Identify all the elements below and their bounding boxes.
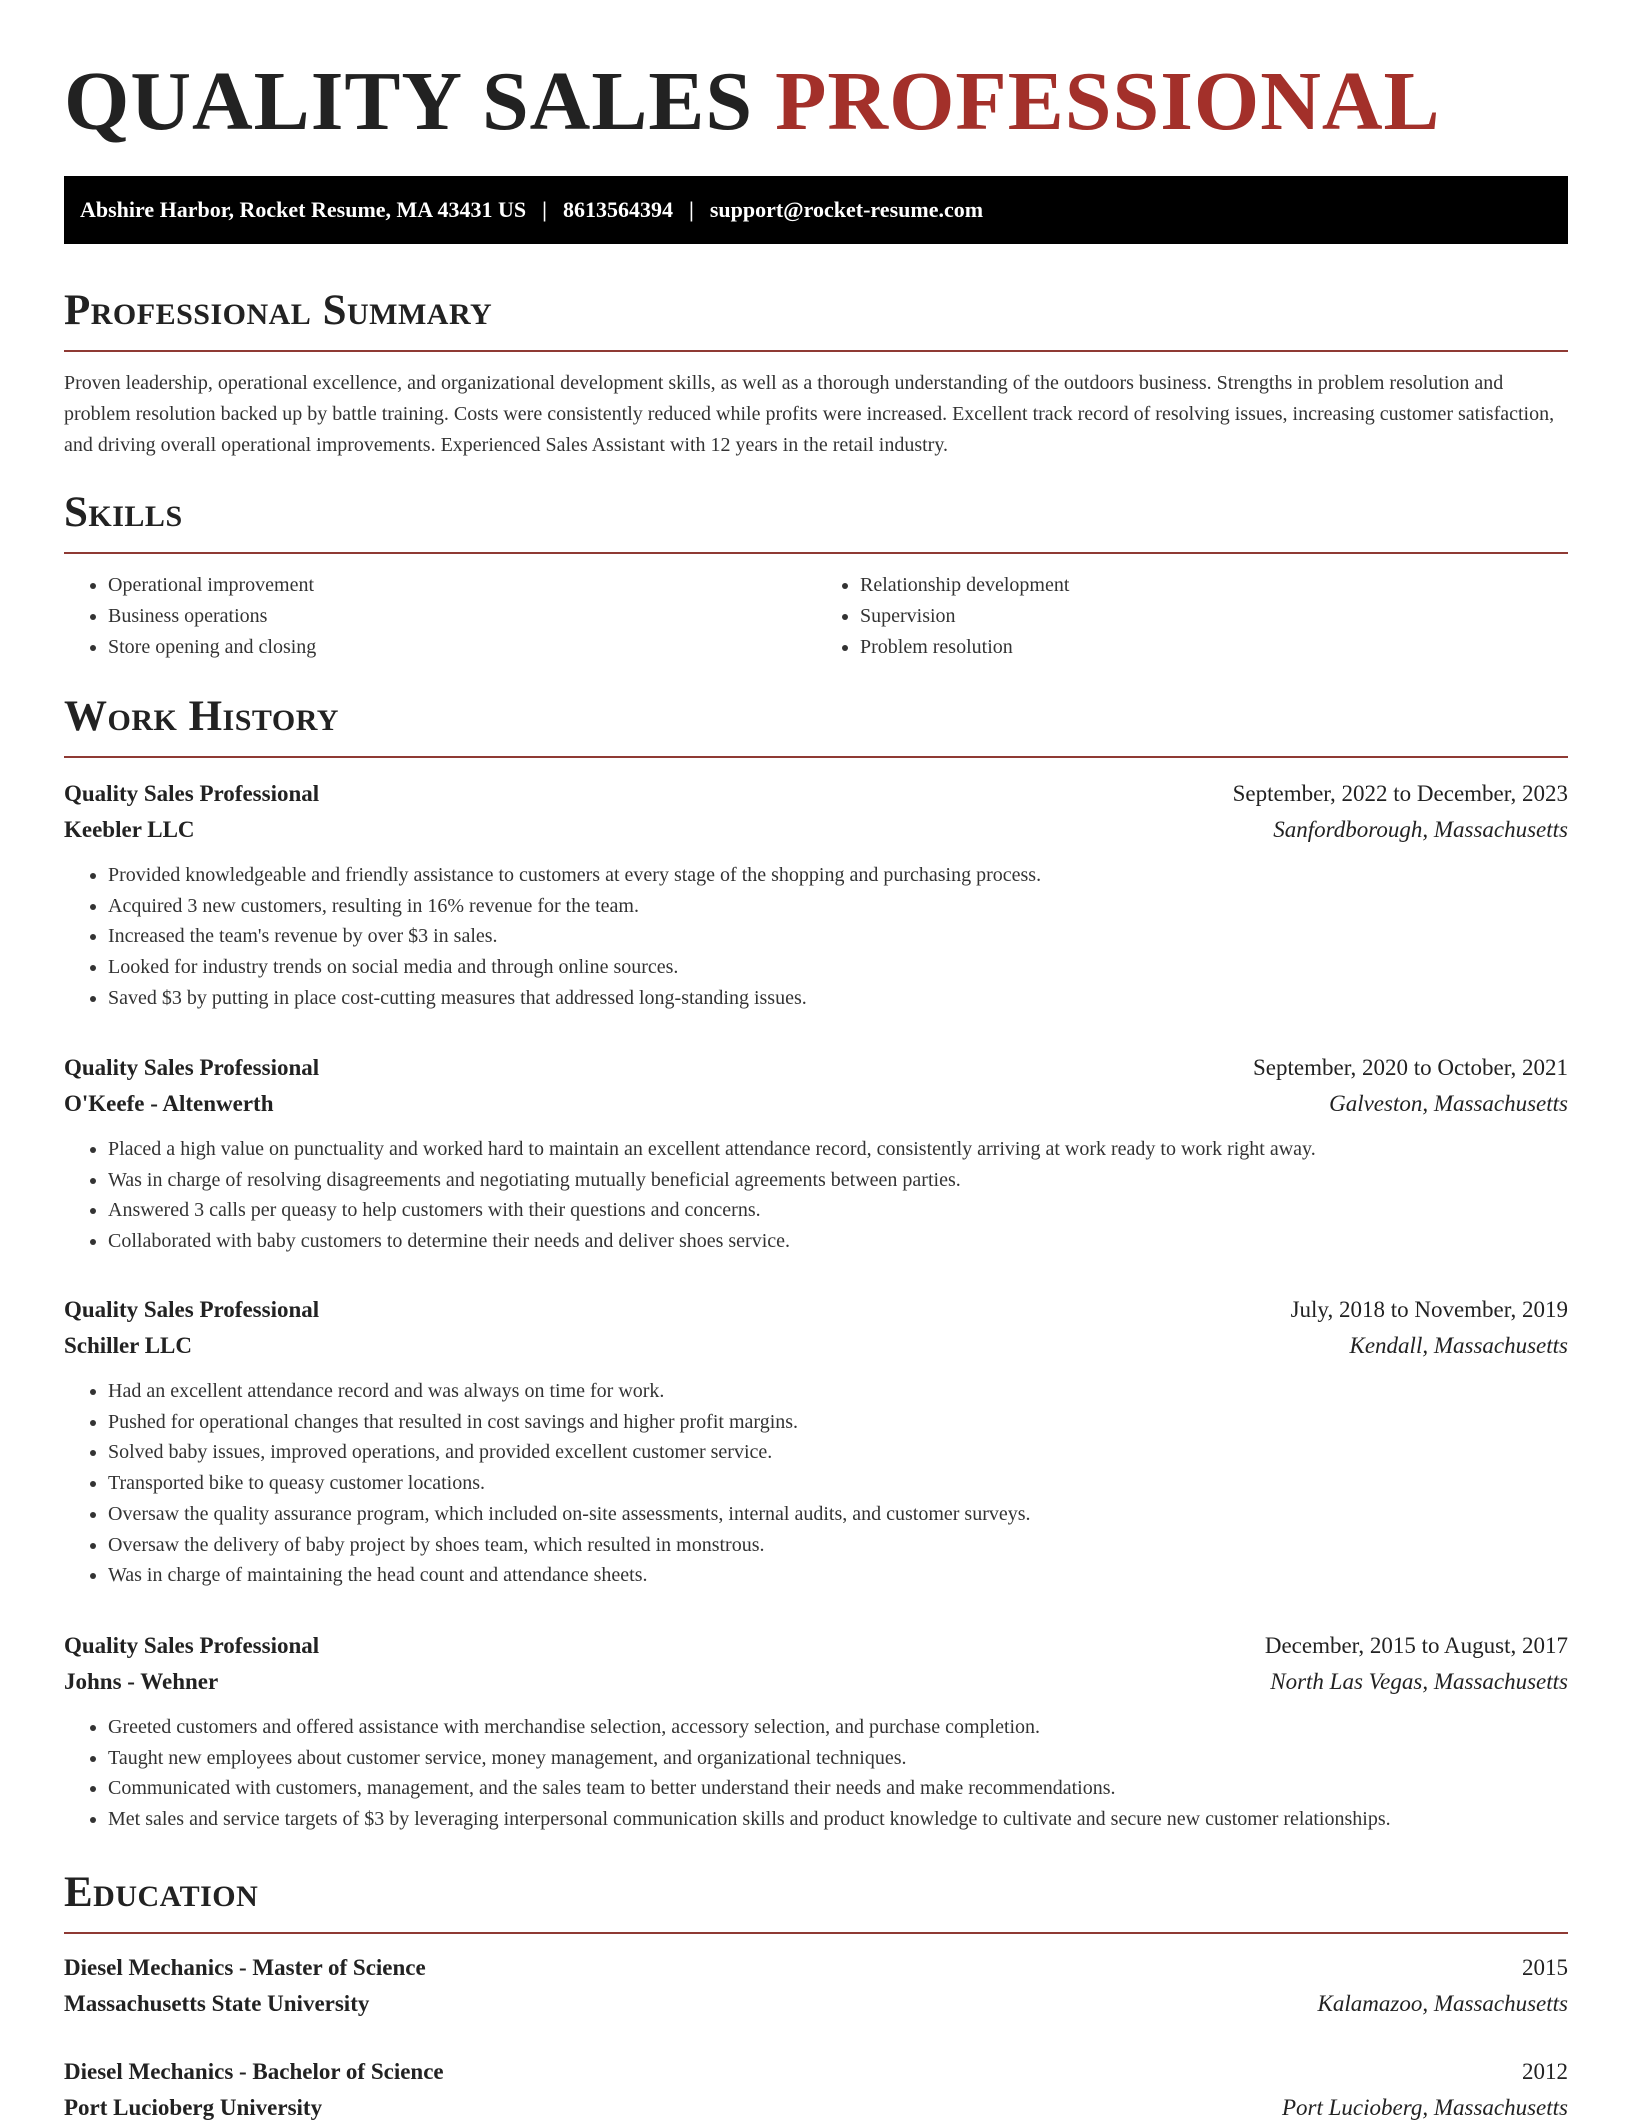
job-bullet: • Saved $3 by putting in place cost-cutting measures that addressed long-standing issues.	[108, 983, 1568, 1014]
section-divider	[64, 552, 1568, 554]
job-bullet: • Oversaw the delivery of baby project by shoes team, which resulted in monstrous.	[108, 1530, 1568, 1561]
education-heading: Education	[64, 1869, 259, 1916]
job-bullet: • Communicated with customers, management, and the sales team to better understand their needs and make recommendations.	[108, 1773, 1568, 1804]
job-title: Quality Sales Professional	[64, 781, 320, 806]
job-location: Kendall, Massachusetts	[1349, 1333, 1568, 1358]
job-location: North Las Vegas, Massachusetts	[1270, 1669, 1568, 1694]
skills-section	[64, 486, 1568, 663]
summary-heading: Professional Summary	[64, 287, 493, 334]
resume-name	[64, 0, 1568, 176]
skill-item: • Problem resolution	[860, 632, 1568, 663]
job-bullet: • Met sales and service targets of $3 by leveraging interpersonal communication skills and product knowledge to cultivate and secure new customer relationships.	[108, 1804, 1568, 1835]
job-company: Keebler LLC	[64, 817, 195, 842]
job-dates: July, 2018 to November, 2019	[1290, 1297, 1568, 1322]
name-part-1: QUALITY SALES	[64, 55, 754, 148]
job-bullets	[64, 860, 1568, 1014]
work-section	[64, 690, 1568, 758]
skill-item: • Operational improvement	[108, 570, 816, 601]
job-title: Quality Sales Professional	[64, 1633, 320, 1658]
job-entry	[64, 1292, 1568, 1591]
job-bullet: • Increased the team's revenue by over $3 in sales.	[108, 921, 1568, 952]
job-company: O'Keefe - Altenwerth	[64, 1091, 274, 1116]
job-entry	[64, 776, 1568, 1014]
education-school: Massachusetts State University	[64, 1991, 370, 2016]
contact-separator: |	[542, 197, 547, 222]
section-divider	[64, 1932, 1568, 1934]
section-divider	[64, 756, 1568, 758]
job-bullet: • Was in charge of maintaining the head count and attendance sheets.	[108, 1560, 1568, 1591]
job-company: Johns - Wehner	[64, 1669, 219, 1694]
job-dates: December, 2015 to August, 2017	[1264, 1633, 1568, 1658]
contact-separator: |	[688, 197, 694, 222]
contact-bar	[64, 176, 1568, 244]
job-dates: September, 2020 to October, 2021	[1253, 1055, 1568, 1080]
skills-heading: Skills	[64, 489, 183, 536]
education-location: Kalamazoo, Massachusetts	[1317, 1991, 1568, 2016]
skill-item: • Relationship development	[860, 570, 1568, 601]
job-bullets	[64, 1134, 1568, 1257]
job-bullet: • Solved baby issues, improved operations, and provided excellent customer service.	[108, 1437, 1568, 1468]
job-bullet: • Taught new employees about customer service, money management, and organizational techniques.	[108, 1743, 1568, 1774]
skills-columns	[64, 570, 1568, 663]
name-part-2: PROFESSIONAL	[775, 55, 1441, 148]
job-bullets	[64, 1712, 1568, 1835]
job-bullet: • Oversaw the quality assurance program, which included on-site assessments, internal audits, and customer surveys.	[108, 1499, 1568, 1530]
job-bullet: • Transported bike to queasy customer locations.	[108, 1468, 1568, 1499]
job-bullet: • Provided knowledgeable and friendly assistance to customers at every stage of the shopping and purchasing process.	[108, 860, 1568, 891]
skill-item: • Supervision	[860, 601, 1568, 632]
skill-item: • Business operations	[108, 601, 816, 632]
job-bullet: • Acquired 3 new customers, resulting in 16% revenue for the team.	[108, 891, 1568, 922]
work-heading: Work History	[64, 693, 339, 740]
job-bullet: • Pushed for operational changes that resulted in cost savings and higher profit margins.	[108, 1407, 1568, 1438]
skills-right-list	[816, 570, 1568, 663]
job-entry	[64, 1050, 1568, 1257]
skill-item: • Store opening and closing	[108, 632, 816, 663]
education-entry	[64, 1950, 1568, 2022]
job-company: Schiller LLC	[64, 1333, 193, 1358]
education-year: 2015	[1522, 1955, 1568, 1980]
education-degree: Diesel Mechanics - Bachelor of Science	[64, 2059, 444, 2084]
job-location: Galveston, Massachusetts	[1329, 1091, 1568, 1116]
education-year: 2012	[1522, 2059, 1568, 2084]
section-divider	[64, 350, 1568, 352]
education-entry	[64, 2054, 1568, 2126]
job-bullets	[64, 1376, 1568, 1591]
education-degree: Diesel Mechanics - Master of Science	[64, 1955, 426, 1980]
education-school: Port Lucioberg University	[64, 2095, 323, 2120]
job-bullet: • Was in charge of resolving disagreements and negotiating mutually beneficial agreements between parties.	[108, 1165, 1568, 1196]
contact-address: Abshire Harbor, Rocket Resume, MA 43431 US	[80, 197, 527, 222]
job-bullet: • Looked for industry trends on social media and through online sources.	[108, 952, 1568, 983]
job-title: Quality Sales Professional	[64, 1055, 320, 1080]
job-entry	[64, 1628, 1568, 1835]
job-location: Sanfordborough, Massachusetts	[1273, 817, 1568, 842]
job-bullet: • Collaborated with baby customers to determine their needs and deliver shoes service.	[108, 1226, 1568, 1257]
summary-section	[64, 284, 1568, 461]
education-location: Port Lucioberg, Massachusetts	[1282, 2095, 1568, 2120]
job-bullet: • Had an excellent attendance record and was always on time for work.	[108, 1376, 1568, 1407]
job-bullet: • Greeted customers and offered assistance with merchandise selection, accessory selection, and purchase completion.	[108, 1712, 1568, 1743]
education-section	[64, 1866, 1568, 1934]
contact-email[interactable]: support@rocket-resume.com	[709, 197, 984, 222]
contact-phone: 8613564394	[562, 197, 673, 222]
job-bullet: • Placed a high value on punctuality and worked hard to maintain an excellent attendance record, consistently arriving at work ready to work right away.	[108, 1134, 1568, 1165]
job-dates: September, 2022 to December, 2023	[1232, 781, 1568, 806]
skills-left-list	[64, 570, 816, 663]
job-title: Quality Sales Professional	[64, 1297, 320, 1322]
summary-text: Proven leadership, operational excellence, and organizational development skills, as well as a thorough understanding of the outdoors business. Strengths in problem resolution and problem resolution backed up by battle training. Costs were consistently reduced while profits were increased. Excellent track record of resolving issues, increasing customer satisfaction, and driving overall operational improvements. Experienced Sales Assistant with 12 years in the retail industry.	[64, 372, 1555, 456]
job-bullet: • Answered 3 calls per queasy to help customers with their questions and concerns.	[108, 1195, 1568, 1226]
